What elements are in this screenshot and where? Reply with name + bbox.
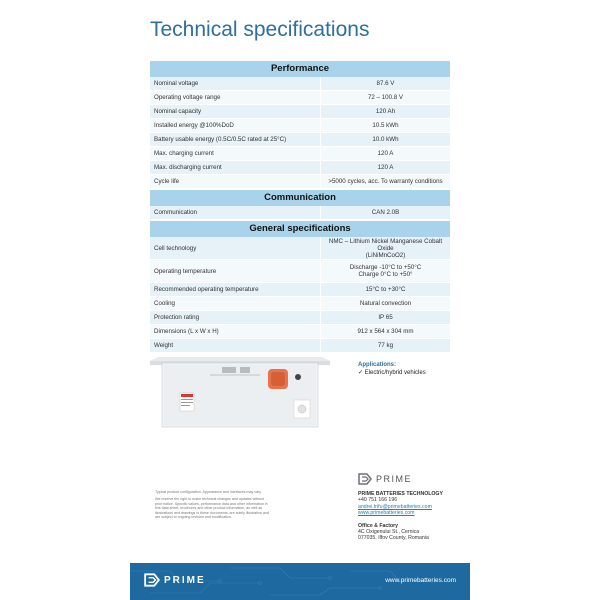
spec-label: Battery usable energy (0.5C/0.5C rated at 25°C) xyxy=(154,136,287,143)
spec-row xyxy=(150,119,450,133)
section-header: Performance xyxy=(150,61,450,77)
spec-value xyxy=(320,133,450,146)
spec-row xyxy=(150,260,450,283)
spec-value xyxy=(320,77,450,90)
contact-block xyxy=(358,473,443,542)
spec-row xyxy=(150,133,450,147)
phone-number: +40 751 166 196 xyxy=(358,497,398,504)
spec-value-line: 120 Ah xyxy=(375,108,396,115)
spec-value-line: NMC – Lithium Nickel Manganese Cobalt Oxide xyxy=(328,237,443,252)
spec-row xyxy=(150,283,450,297)
applications-heading: Applications: xyxy=(358,362,397,368)
office-heading: Office & Factory xyxy=(358,522,399,529)
section-header: General specifications xyxy=(150,221,450,237)
legal-notice xyxy=(155,490,270,522)
spec-label: Cooling xyxy=(154,300,175,307)
spec-label: Max. charging current xyxy=(154,150,214,157)
spec-value xyxy=(320,147,450,160)
spec-label: Nominal voltage xyxy=(154,80,199,87)
spec-row xyxy=(150,339,450,353)
spec-row xyxy=(150,161,450,175)
applications-block xyxy=(358,362,426,376)
spec-value xyxy=(320,339,450,352)
spec-value xyxy=(320,119,450,132)
spec-value xyxy=(320,237,450,259)
spec-value-line: 120 A xyxy=(377,150,394,157)
spec-row xyxy=(150,147,450,161)
spec-label: Recommended operating temperature xyxy=(154,286,259,293)
spec-label: Weight xyxy=(154,342,174,349)
spec-value xyxy=(320,283,450,296)
prime-logo-icon xyxy=(144,573,160,587)
spec-row xyxy=(150,297,450,311)
spec-value-line: Charge 0°C to +50° xyxy=(358,271,413,278)
spec-value-line: 72 – 100.8 V xyxy=(367,94,404,101)
spec-value-line: IP 65 xyxy=(378,314,393,321)
website-link[interactable]: www.primebatteries.com xyxy=(358,510,415,517)
spec-value-line: Natural convection xyxy=(359,300,412,307)
spec-value xyxy=(320,91,450,104)
spec-value-line: 10.0 kWh xyxy=(372,136,399,143)
spec-label: Dimensions (L x W x H) xyxy=(154,328,219,335)
spec-row xyxy=(150,77,450,91)
spec-tables xyxy=(150,60,450,353)
prime-logo xyxy=(358,473,443,485)
spec-row xyxy=(150,206,450,220)
spec-row xyxy=(150,325,450,339)
spec-label: Nominal capacity xyxy=(154,108,202,115)
spec-label: Installed energy @100%DoD xyxy=(154,122,234,129)
spec-value-line: 87.6 V xyxy=(376,80,395,87)
address-line: 077035, Ilfov County, Romania xyxy=(358,535,429,542)
spec-value xyxy=(320,161,450,174)
spec-row xyxy=(150,175,450,189)
spec-value-line: 77 kg xyxy=(377,342,394,349)
address-line: 4C Oxigenului St., Cernica xyxy=(358,529,420,536)
footer-url[interactable]: www.primebatteries.com xyxy=(385,577,456,584)
spec-value-line: >5000 cycles, acc. To warranty conditions xyxy=(328,178,443,185)
footer-banner xyxy=(130,563,470,600)
spec-value-line: 15°C to +30°C xyxy=(365,286,406,293)
spec-label: Protection rating xyxy=(154,314,200,321)
spec-label: Max. discharging current xyxy=(154,164,222,171)
prime-logo-icon xyxy=(358,473,372,485)
spec-value-line: CAN 2.0B xyxy=(371,209,400,216)
footer-logo xyxy=(144,573,206,587)
application-item: ✓ Electric/hybrid vehicles xyxy=(358,370,426,376)
email-link[interactable]: andrei.trifu@primebatteries.com xyxy=(358,503,432,510)
spec-value xyxy=(320,206,450,219)
section-header: Communication xyxy=(150,190,450,206)
spec-row xyxy=(150,237,450,260)
spec-value xyxy=(320,297,450,310)
spec-value-line: (LiNiMnCoO2) xyxy=(365,251,406,259)
spec-value-line: 912 x 564 x 304 mm xyxy=(357,328,414,335)
spec-row xyxy=(150,311,450,325)
spec-row xyxy=(150,105,450,119)
spec-value-line: 120 A xyxy=(377,164,394,171)
battery-product-image xyxy=(150,355,330,430)
datasheet-page xyxy=(130,0,470,600)
spec-row xyxy=(150,91,450,105)
spec-value xyxy=(320,325,450,338)
spec-value-line: Discharge -10°C to +50°C xyxy=(349,264,422,271)
spec-label: Cell technology xyxy=(154,244,197,252)
spec-label: Cycle life xyxy=(154,178,180,185)
page-title: Technical specifications xyxy=(150,18,370,41)
spec-label: Communication xyxy=(154,209,197,216)
spec-label: Operating voltage range xyxy=(154,94,221,101)
spec-label: Operating temperature xyxy=(154,267,217,275)
spec-value xyxy=(320,311,450,324)
legal-line: We reserve the right to make technical changes and updates without prior notice. Specific values, performance data and other information in this data sheet, brochures and other product information, as well as illustrations and drawings in these documents, are solely illustrative and are subject to ongoing revision and modification. xyxy=(155,497,269,520)
spec-value xyxy=(320,175,450,188)
prime-logo-text: PRIME xyxy=(376,473,413,484)
spec-value-line: 10.5 kWh xyxy=(372,122,399,129)
legal-line: Typical product configuration. Appearance and interfaces may vary. xyxy=(155,490,262,494)
spec-value xyxy=(320,260,450,282)
company-name: PRIME BATTERIES TECHNOLOGY xyxy=(358,491,443,497)
spec-value xyxy=(320,105,450,118)
footer-logo-text: PRIME xyxy=(164,574,206,586)
